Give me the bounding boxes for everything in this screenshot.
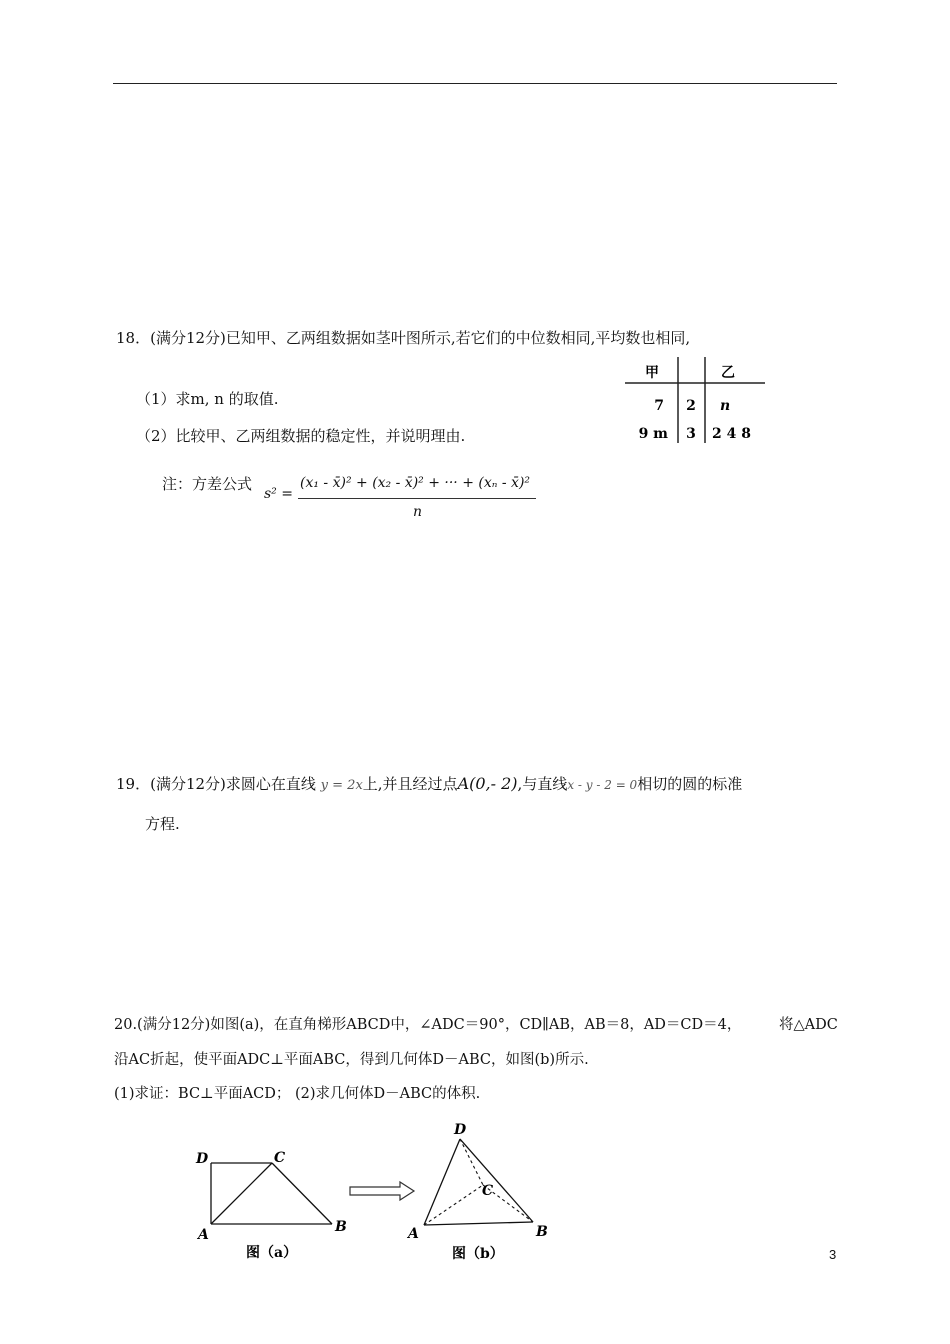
fig-b-label-a: A — [408, 1226, 419, 1242]
q20-line1-tail: 将△ADC — [779, 1017, 838, 1033]
figure-b-tetrahedron — [400, 1118, 560, 1268]
fig-a-label-a: A — [198, 1227, 209, 1243]
fig-a-label-b: B — [335, 1219, 347, 1235]
fig-a-caption: 图（a） — [246, 1245, 298, 1261]
fig-a-label-c: C — [274, 1150, 286, 1166]
formula-numerator: (x₁ - x̄)² + (x₂ - x̄)² + ··· + (xₙ - x̄)² — [300, 475, 531, 491]
q20-line3: (1)求证：BC⊥平面ACD； (2)求几何体D－ABC的体积. — [114, 1086, 481, 1102]
q19-eq1: y = 2x — [320, 778, 363, 793]
q19-eq2: x - y - 2 = 0 — [567, 778, 638, 792]
formula-lhs: s² = — [264, 486, 293, 502]
q19-text-b: 上,并且经过点 — [362, 775, 458, 793]
fraction-bar — [298, 498, 536, 499]
formula-denominator: n — [413, 504, 423, 520]
stem-leaf-header-right: 乙 — [721, 365, 735, 381]
q18-stem: 18．(满分12分)已知甲、乙两组数据如茎叶图所示,若它们的中位数相同,平均数也相同, — [116, 329, 691, 347]
q20-line1: 20.(满分12分)如图(a)，在直角梯形ABCD中，∠ADC＝90°，CD∥AB，AB＝8，AD＝CD＝4， — [114, 1017, 742, 1033]
fig-b-label-b: B — [536, 1224, 548, 1240]
leaf-right-row1: n — [720, 398, 731, 414]
q19-line2: 方程. — [145, 815, 180, 833]
figure-a-trapezoid — [190, 1145, 360, 1265]
q19-point: A(0,- 2) — [457, 774, 518, 793]
fig-a-label-d: D — [196, 1151, 209, 1167]
stem-leaf-header-left: 甲 — [645, 365, 659, 381]
stem-row2: 3 — [686, 426, 696, 442]
leaf-left-row1: 7 — [654, 398, 664, 414]
leaf-right-row2: 2 4 8 — [712, 426, 751, 442]
fig-b-label-d: D — [454, 1122, 467, 1138]
q18-note-label: 注：方差公式 — [162, 475, 253, 493]
header-rule — [113, 83, 837, 84]
stem-row1: 2 — [686, 398, 696, 414]
q18-part1: （1）求m, n 的取值. — [136, 390, 279, 408]
q19-line1 — [116, 774, 742, 796]
leaf-left-row2: 9 m — [638, 426, 668, 442]
q19-text-a: 19．(满分12分)求圆心在直线 — [116, 775, 316, 793]
q18-part2: （2）比较甲、乙两组数据的稳定性，并说明理由. — [136, 427, 466, 445]
q19-text-d: 相切的圆的标准 — [637, 775, 743, 793]
fig-b-caption: 图（b） — [452, 1246, 504, 1262]
stem-leaf-plot — [620, 355, 770, 445]
q19-text-c: ,与直线 — [517, 775, 568, 793]
page-number: 3 — [829, 1247, 837, 1262]
q20-line2: 沿AC折起，使平面ADC⊥平面ABC，得到几何体D－ABC，如图(b)所示. — [114, 1052, 589, 1068]
fig-b-label-c: C — [482, 1183, 494, 1199]
